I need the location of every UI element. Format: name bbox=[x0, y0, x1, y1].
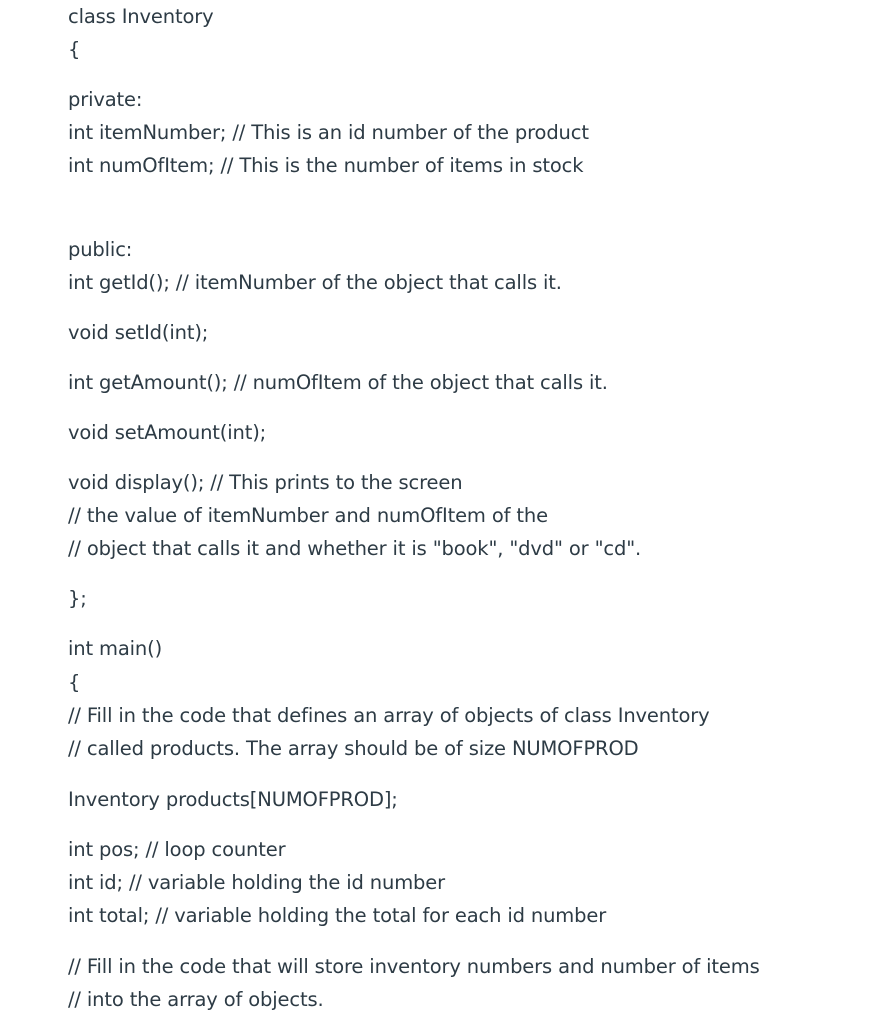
code-line: // Fill in the code that defines an array of objects of class Inventory bbox=[68, 704, 710, 727]
code-line: private: bbox=[68, 88, 143, 111]
code-line: int getAmount(); // numOfItem of the object that calls it. bbox=[68, 371, 608, 394]
code-line: public: bbox=[68, 238, 133, 261]
code-line: }; bbox=[68, 587, 87, 610]
code-line: int numOfItem; // This is the number of items in stock bbox=[68, 154, 584, 177]
code-line: void setAmount(int); bbox=[68, 421, 267, 444]
code-line: int itemNumber; // This is an id number of the product bbox=[68, 121, 589, 144]
code-line: { bbox=[68, 38, 81, 61]
code-line: int main() bbox=[68, 637, 163, 660]
code-line: // the value of itemNumber and numOfItem of the bbox=[68, 504, 548, 527]
code-line: { bbox=[68, 671, 81, 694]
code-line: int getId(); // itemNumber of the object that calls it. bbox=[68, 271, 562, 294]
code-line: int pos; // loop counter bbox=[68, 838, 286, 861]
code-line: class Inventory bbox=[68, 5, 214, 28]
code-line: // Fill in the code that will store inventory numbers and number of items bbox=[68, 955, 760, 978]
code-line: int id; // variable holding the id number bbox=[68, 871, 445, 894]
code-line: int total; // variable holding the total for each id number bbox=[68, 904, 607, 927]
code-line: void setId(int); bbox=[68, 321, 209, 344]
code-line: Inventory products[NUMOFPROD]; bbox=[68, 788, 398, 811]
code-line: void display(); // This prints to the screen bbox=[68, 471, 463, 494]
code-line: // into the array of objects. bbox=[68, 988, 324, 1011]
code-line: // called products. The array should be of size NUMOFPROD bbox=[68, 737, 639, 760]
code-line: // object that calls it and whether it is "book", "dvd" or "cd". bbox=[68, 537, 642, 560]
